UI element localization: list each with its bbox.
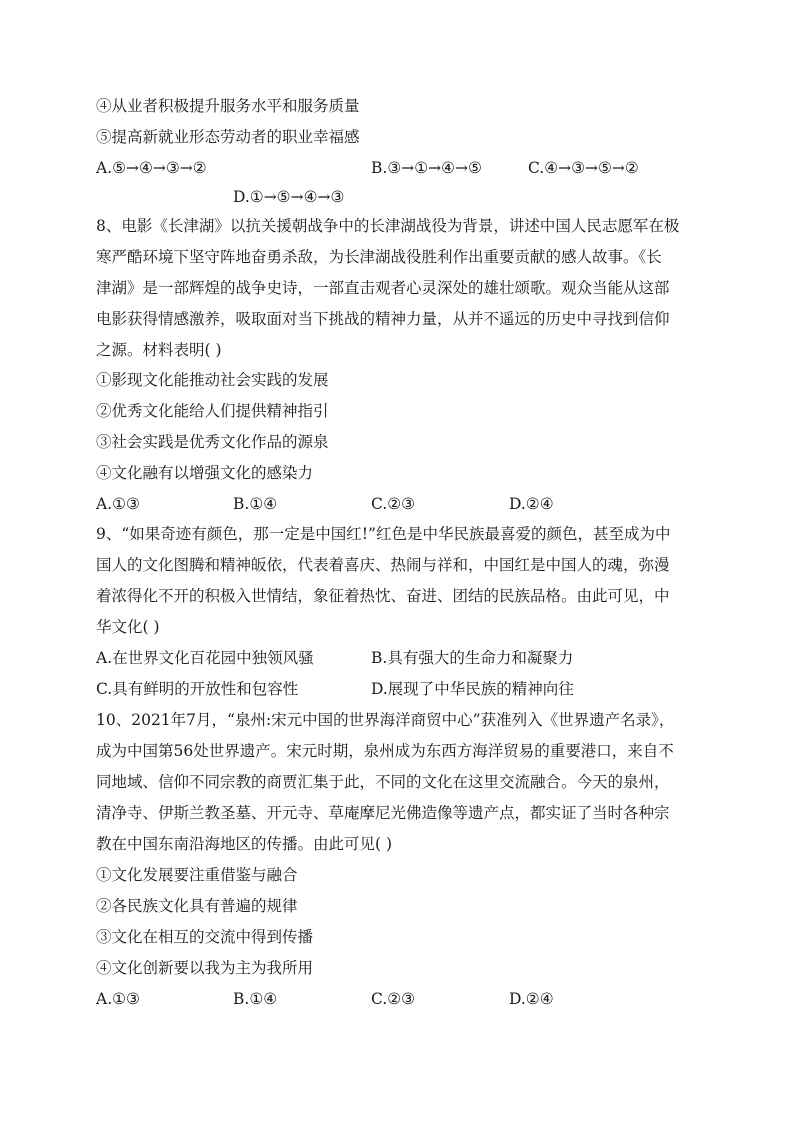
q8-item-2: ②优秀文化能给人们提供精神指引 xyxy=(96,402,329,420)
q9-option-c: C.具有鲜明的开放性和包容性 xyxy=(96,680,299,698)
q10-text-line: 10、2021年7月，“泉州:宋元中国的世界海洋商贸中心”获准列入《世界遗产名录》， xyxy=(96,711,675,729)
q8-item-4: ④文化融有以增强文化的感染力 xyxy=(96,464,314,482)
q10-item-1: ①文化发展要注重借鉴与融合 xyxy=(96,866,298,884)
q8-text-line: 津湖》是一部辉煌的战争史诗，一部直击观者心灵深处的雄壮颂歌。观众当能从这部 xyxy=(96,279,670,297)
q10-item-2: ②各民族文化具有普遍的规律 xyxy=(96,897,298,915)
q8-option-c: C.②③ xyxy=(371,495,416,513)
q8-text-line: 之源。材料表明( ) xyxy=(96,341,222,359)
q10-option-d: D.②④ xyxy=(509,990,554,1008)
q8-item-3: ③社会实践是优秀文化作品的源泉 xyxy=(96,433,329,451)
q7-item-5: ⑤提高新就业形态劳动者的职业幸福感 xyxy=(96,128,360,146)
q8-option-b: B.①④ xyxy=(233,495,278,513)
q10-option-a: A.①③ xyxy=(96,990,140,1008)
q8-option-a: A.①③ xyxy=(96,495,140,513)
q10-option-c: C.②③ xyxy=(371,990,416,1008)
q7-option-a: A.⑤→④→③→② xyxy=(96,159,207,177)
q9-text-line: 华文化( ) xyxy=(96,618,160,636)
q10-item-3: ③文化在相互的交流中得到传播 xyxy=(96,928,314,946)
q10-text-line: 清净寺、伊斯兰教圣墓、开元寺、草庵摩尼光佛造像等遗产点，都实证了当时各种宗 xyxy=(96,804,670,822)
q10-item-4: ④文化创新要以我为主为我所用 xyxy=(96,959,314,977)
q8-text-line: 8、电影《长津湖》以抗关援朝战争中的长津湖战役为背景，讲述中国人民志愿军在极 xyxy=(96,217,680,235)
q10-option-b: B.①④ xyxy=(233,990,278,1008)
q10-text-line: 教在中国东南沿海地区的传播。由此可见( ) xyxy=(96,835,393,853)
q7-item-4: ④从业者积极提升服务水平和服务质量 xyxy=(96,97,360,115)
q7-option-d: D.①→⑤→④→③ xyxy=(233,188,345,206)
q8-text-line: 寒严酷环境下坚守阵地奋勇杀敌，为长津湖战役胜利作出重要贡献的感人故事。《长 xyxy=(96,248,662,266)
q10-text-line: 同地域、信仰不同宗教的商贾汇集于此，不同的文化在这里交流融合。今天的泉州， xyxy=(96,773,670,791)
q7-option-c: C.④→③→⑤→② xyxy=(528,159,639,177)
q9-option-d: D.展现了中华民族的精神向往 xyxy=(371,680,574,698)
q8-option-d: D.②④ xyxy=(509,495,554,513)
q7-option-b: B.③→①→④→⑤ xyxy=(371,159,482,177)
q9-text-line: 国人的文化图腾和精神皈依，代表着喜庆、热闹与祥和，中国红是中国人的魂，弥漫 xyxy=(96,556,670,574)
q10-text-line: 成为中国第56处世界遗产。宋元时期，泉州成为东西方海洋贸易的重要港口，来自不 xyxy=(96,742,674,760)
q9-text-line: 着浓得化不开的积极入世情结，象征着热忱、奋进、团结的民族品格。由此可见，中 xyxy=(96,587,670,605)
q8-text-line: 电影获得情感激养，吸取面对当下挑战的精神力量，从并不遥远的历史中寻找到信仰 xyxy=(96,310,670,328)
q9-text-line: 9、“如果奇迹有颜色，那一定是中国红!”红色是中华民族最喜爱的颜色，甚至成为中 xyxy=(96,525,671,543)
q8-item-1: ①影现文化能推动社会实践的发展 xyxy=(96,371,329,389)
q9-option-b: B.具有强大的生命力和凝聚力 xyxy=(371,649,574,667)
q9-option-a: A.在世界文化百花园中独领风骚 xyxy=(96,649,314,667)
